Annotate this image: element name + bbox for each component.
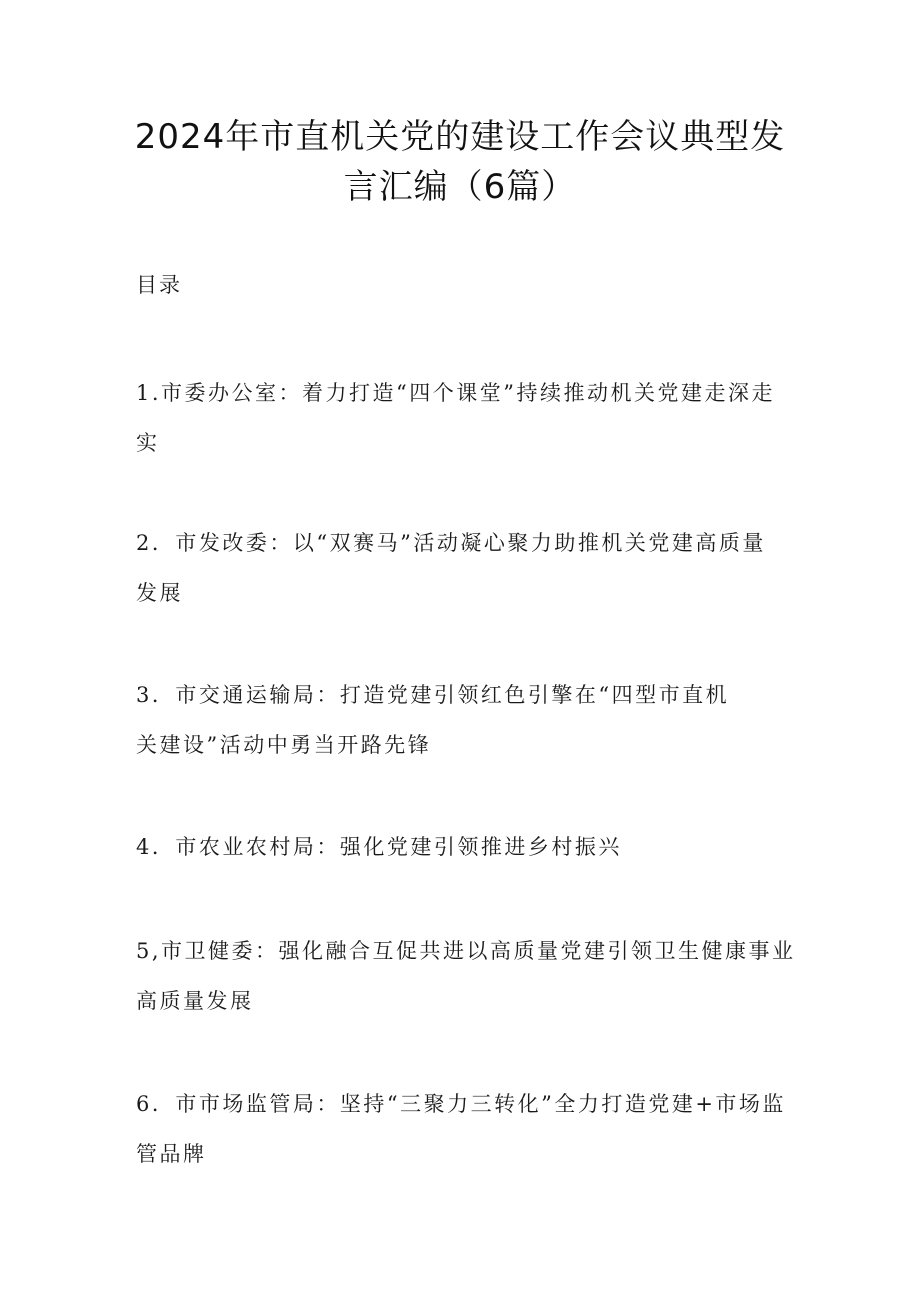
- toc-entry-6-line-1: 6．市市场监管局：坚持“三聚力三转化”全力打造党建+市场监: [136, 1092, 786, 1116]
- toc-entry-5: [136, 926, 796, 1026]
- title-line-1: 2024年市直机关党的建设工作会议典型发: [134, 117, 786, 157]
- page-title: [90, 112, 830, 212]
- toc-entry-5-line-1: 5,市卫健委：强化融合互促共进以高质量党建引领卫生健康事业: [136, 939, 796, 963]
- toc-entry-6: [136, 1079, 796, 1179]
- toc-heading: 目录: [136, 273, 182, 297]
- title-line-2: 言汇编（6篇）: [343, 167, 577, 207]
- toc-entry-1-line-2: 实: [136, 431, 160, 455]
- toc-entry-6-line-2: 管品牌: [136, 1142, 207, 1166]
- toc-entry-2-line-2: 发展: [136, 581, 183, 605]
- toc-entry-2-line-1: 2．市发改委：以“双赛马”活动凝心聚力助推机关党建高质量: [136, 531, 766, 555]
- toc-entry-4-line-1: 4．市农业农村局：强化党建引领推进乡村振兴: [136, 835, 622, 859]
- toc-entry-1-line-1: 1.市委办公室：着力打造“四个课堂”持续推动机关党建走深走: [136, 381, 776, 405]
- toc-entry-4: [136, 822, 796, 872]
- toc-entry-5-line-2: 高质量发展: [136, 989, 254, 1013]
- toc-entry-3-line-1: 3．市交通运输局：打造党建引领红色引擎在“四型市直机: [136, 683, 730, 707]
- toc-entry-1: [136, 368, 796, 468]
- toc-entry-3-line-2: 关建设”活动中勇当开路先锋: [136, 733, 432, 757]
- toc-entry-3: [136, 670, 796, 770]
- toc-entry-2: [136, 518, 796, 618]
